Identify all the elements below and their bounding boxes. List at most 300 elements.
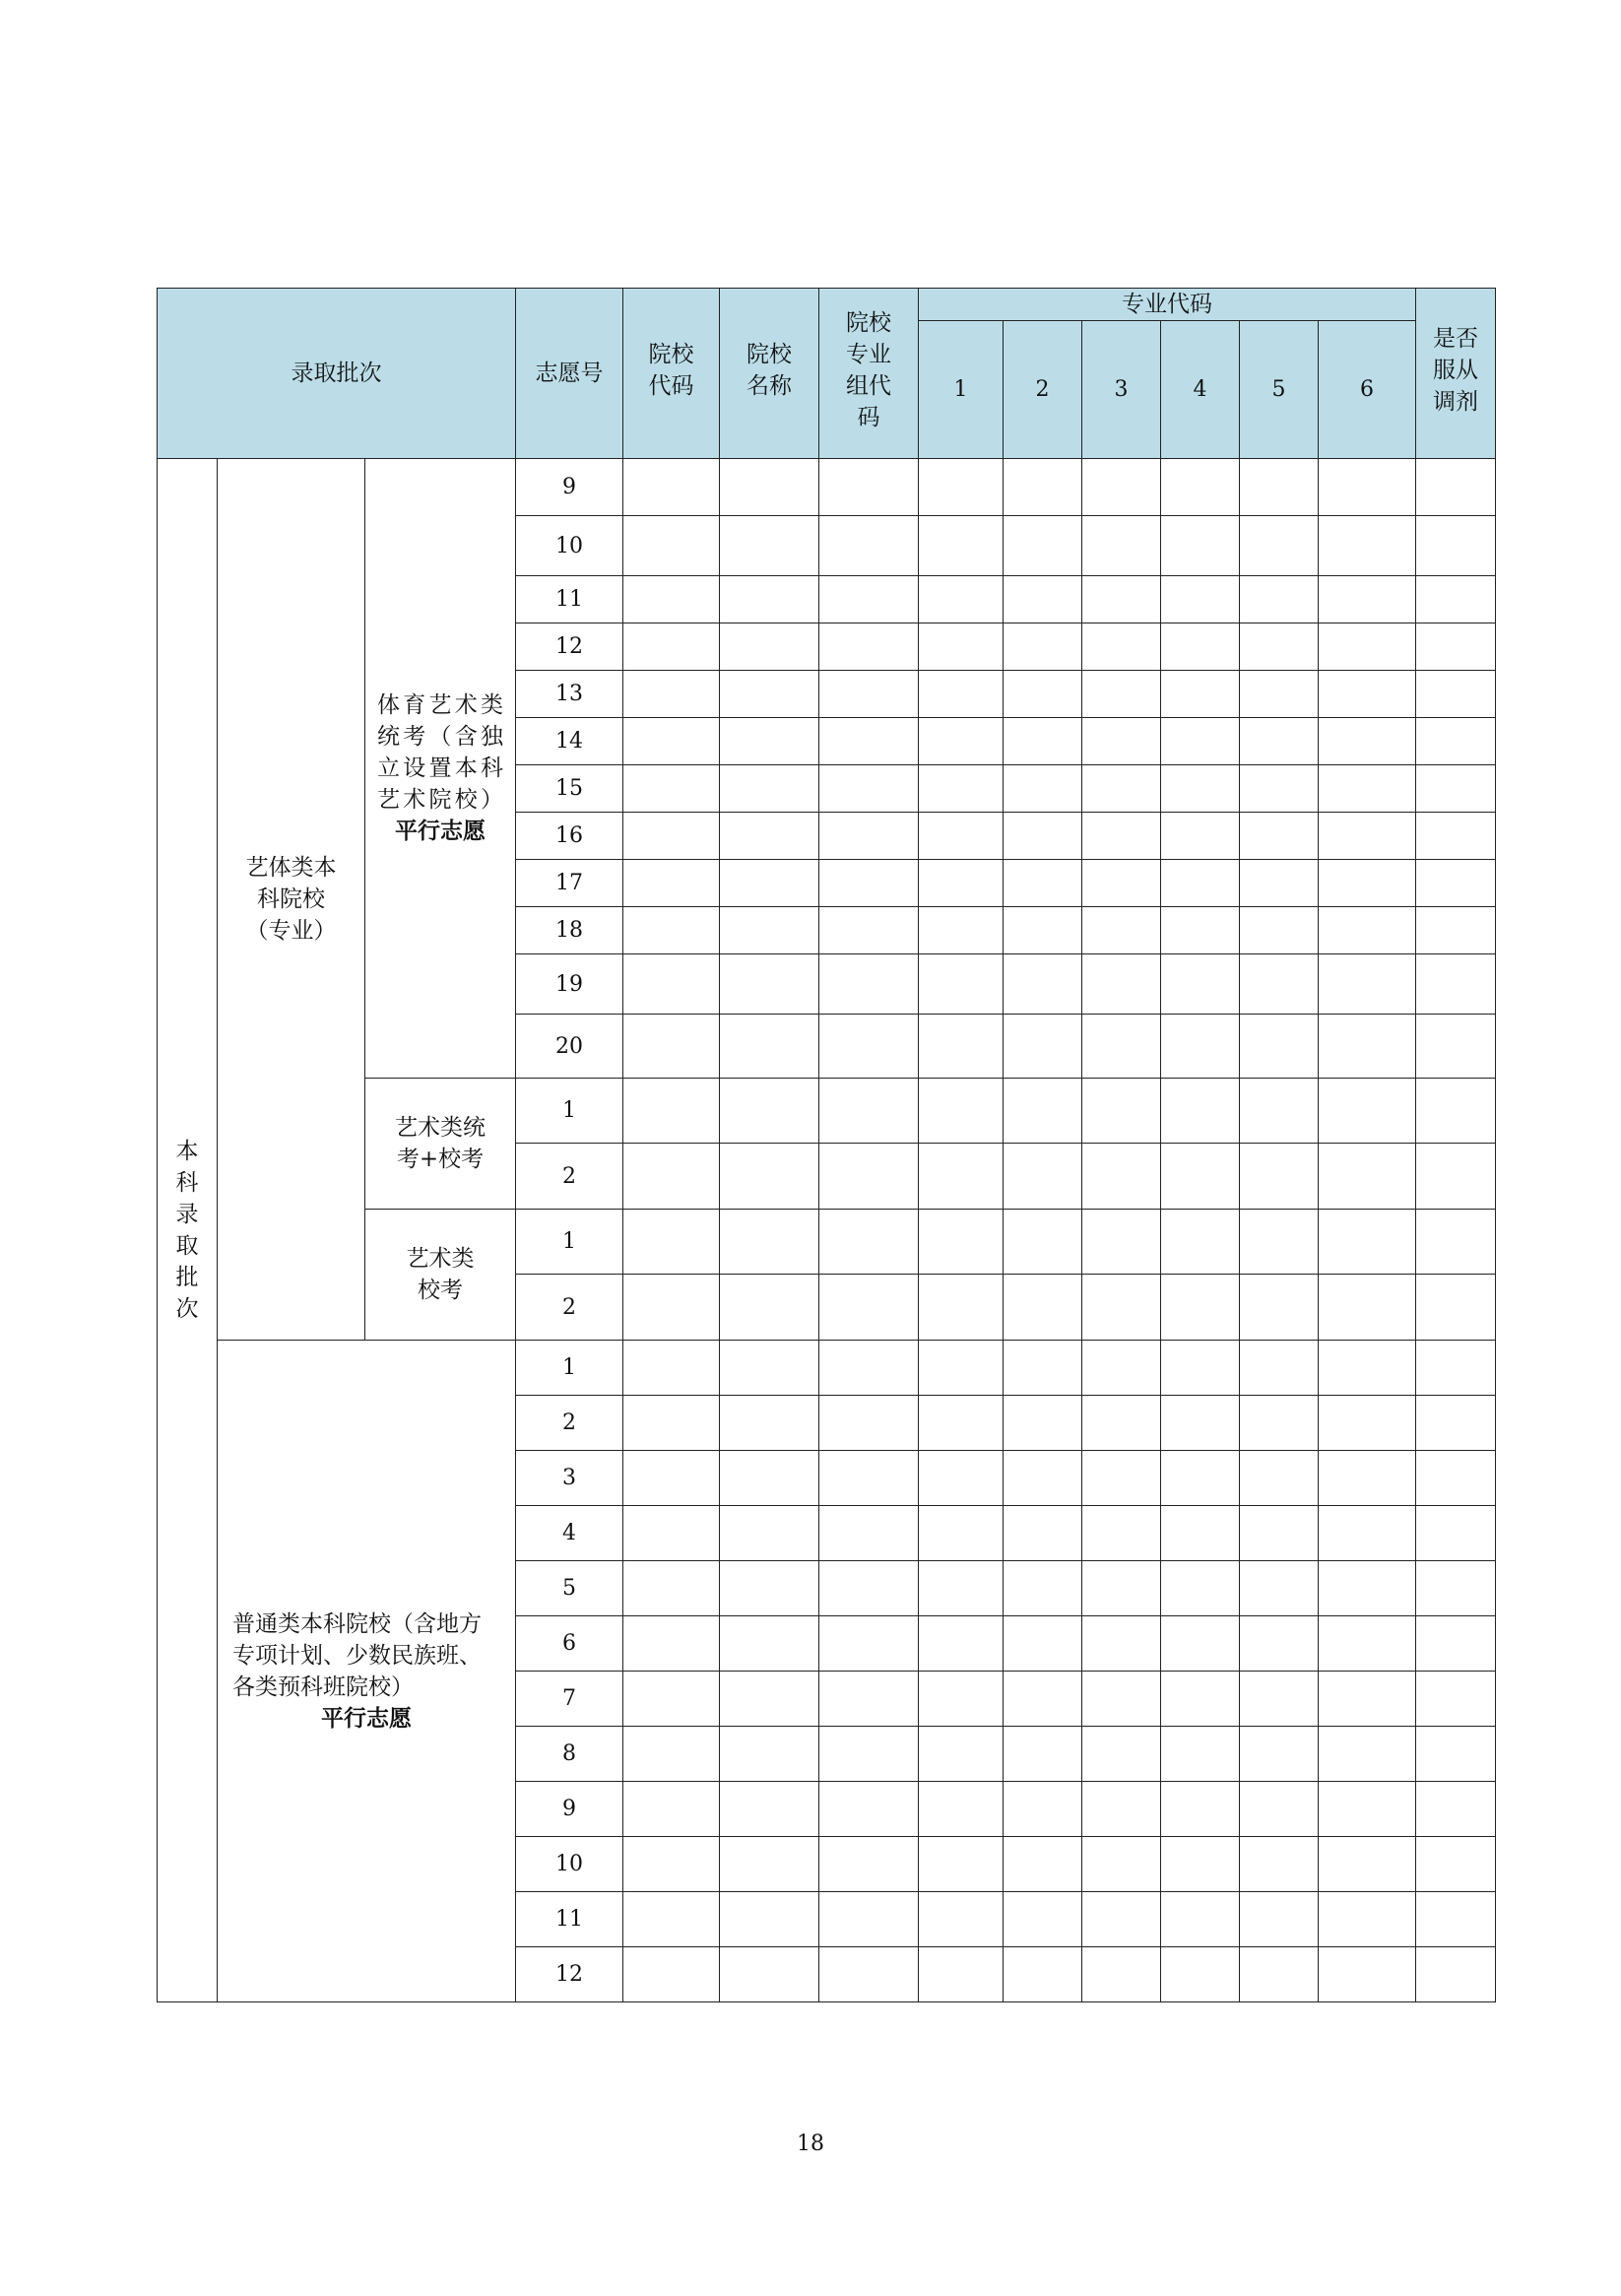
- table-row: [158, 459, 1496, 516]
- general-cell-6-7[interactable]: [1161, 1616, 1240, 1672]
- general-cell-11-1[interactable]: [623, 1892, 720, 1947]
- general-cell-9-4[interactable]: [919, 1782, 1004, 1837]
- unified-cell-7-4[interactable]: [919, 765, 1004, 813]
- general-cell-8-8[interactable]: [1240, 1727, 1319, 1782]
- general-cell-10-3[interactable]: [819, 1837, 919, 1892]
- choice-number: 15: [516, 765, 623, 813]
- unified-school-cell-1-2[interactable]: [720, 1079, 819, 1144]
- unified-cell-3-4[interactable]: [919, 576, 1004, 623]
- unified-cell-6-1[interactable]: [623, 718, 720, 765]
- unified-cell-5-4[interactable]: [919, 671, 1004, 718]
- unified-cell-11-9[interactable]: [1319, 954, 1416, 1015]
- general-cell-5-4[interactable]: [919, 1561, 1004, 1616]
- choice-number: 10: [516, 516, 623, 576]
- unified-cell-3-3[interactable]: [819, 576, 919, 623]
- general-cell-12-10[interactable]: [1416, 1947, 1496, 2002]
- general-cell-8-2[interactable]: [720, 1727, 819, 1782]
- unified-cell-5-8[interactable]: [1240, 671, 1319, 718]
- unified-cell-11-10[interactable]: [1416, 954, 1496, 1015]
- unified-label: 体育艺术类统考（含独立设置本科艺术院校）: [377, 692, 503, 813]
- unified-cell-9-9[interactable]: [1319, 860, 1416, 907]
- unified-cell-4-8[interactable]: [1240, 623, 1319, 671]
- unified-cell-12-8[interactable]: [1240, 1015, 1319, 1079]
- unified-cell-8-3[interactable]: [819, 813, 919, 860]
- unified-cell-8-2[interactable]: [720, 813, 819, 860]
- unified-cell-3-1[interactable]: [623, 576, 720, 623]
- general-cell-11-2[interactable]: [720, 1892, 819, 1947]
- unified-cell-10-6[interactable]: [1082, 907, 1161, 954]
- unified-cell-10-7[interactable]: [1161, 907, 1240, 954]
- unified-cell-7-1[interactable]: [623, 765, 720, 813]
- general-cell-1-4[interactable]: [919, 1341, 1004, 1396]
- school-exam-cell-1-3[interactable]: [819, 1210, 919, 1275]
- unified-school-cell-1-4[interactable]: [919, 1079, 1004, 1144]
- unified-cell-2-8[interactable]: [1240, 516, 1319, 576]
- unified-cell-2-6[interactable]: [1082, 516, 1161, 576]
- general-cell-11-7[interactable]: [1161, 1892, 1240, 1947]
- school-exam-cell-2-9[interactable]: [1319, 1275, 1416, 1341]
- general-cell-2-2[interactable]: [720, 1396, 819, 1451]
- unified-cell-10-5[interactable]: [1004, 907, 1082, 954]
- general-cell-1-6[interactable]: [1082, 1341, 1161, 1396]
- general-cell-8-1[interactable]: [623, 1727, 720, 1782]
- general-cell-8-6[interactable]: [1082, 1727, 1161, 1782]
- general-cell-11-5[interactable]: [1004, 1892, 1082, 1947]
- general-cell-6-10[interactable]: [1416, 1616, 1496, 1672]
- general-cell-10-7[interactable]: [1161, 1837, 1240, 1892]
- school-exam-cell-2-4[interactable]: [919, 1275, 1004, 1341]
- unified-cell-5-7[interactable]: [1161, 671, 1240, 718]
- unified-cell-7-5[interactable]: [1004, 765, 1082, 813]
- unified-school-cell-2-9[interactable]: [1319, 1144, 1416, 1210]
- unified-cell-4-1[interactable]: [623, 623, 720, 671]
- unified-cell-3-9[interactable]: [1319, 576, 1416, 623]
- general-cell-10-10[interactable]: [1416, 1837, 1496, 1892]
- unified-cell-1-5[interactable]: [1004, 459, 1082, 516]
- unified-cell-5-5[interactable]: [1004, 671, 1082, 718]
- unified-cell-6-5[interactable]: [1004, 718, 1082, 765]
- school-exam-cell-1-4[interactable]: [919, 1210, 1004, 1275]
- general-cell-9-9[interactable]: [1319, 1782, 1416, 1837]
- choice-number: 7: [516, 1672, 623, 1727]
- unified-school-cell-2-7[interactable]: [1161, 1144, 1240, 1210]
- unified-cell-6-10[interactable]: [1416, 718, 1496, 765]
- unified-cell-3-6[interactable]: [1082, 576, 1161, 623]
- unified-cell-12-2[interactable]: [720, 1015, 819, 1079]
- general-cell-12-2[interactable]: [720, 1947, 819, 2002]
- unified-cell-5-6[interactable]: [1082, 671, 1161, 718]
- general-cell-11-10[interactable]: [1416, 1892, 1496, 1947]
- general-cell-4-8[interactable]: [1240, 1506, 1319, 1561]
- general-cell-2-7[interactable]: [1161, 1396, 1240, 1451]
- unified-cell-12-5[interactable]: [1004, 1015, 1082, 1079]
- unified-cell-10-10[interactable]: [1416, 907, 1496, 954]
- unified-cell-10-4[interactable]: [919, 907, 1004, 954]
- unified-cell-9-8[interactable]: [1240, 860, 1319, 907]
- unified-cell-8-1[interactable]: [623, 813, 720, 860]
- general-cell-4-9[interactable]: [1319, 1506, 1416, 1561]
- unified-cell-11-8[interactable]: [1240, 954, 1319, 1015]
- school-exam-cell-1-8[interactable]: [1240, 1210, 1319, 1275]
- general-cell-2-9[interactable]: [1319, 1396, 1416, 1451]
- general-cell-3-10[interactable]: [1416, 1451, 1496, 1506]
- unified-cell-12-10[interactable]: [1416, 1015, 1496, 1079]
- general-cell-4-3[interactable]: [819, 1506, 919, 1561]
- unified-cell-8-7[interactable]: [1161, 813, 1240, 860]
- general-cell-10-4[interactable]: [919, 1837, 1004, 1892]
- unified-cell-3-8[interactable]: [1240, 576, 1319, 623]
- unified-cell-7-10[interactable]: [1416, 765, 1496, 813]
- unified-school-cell-2-10[interactable]: [1416, 1144, 1496, 1210]
- unified-cell-10-3[interactable]: [819, 907, 919, 954]
- general-cell-4-10[interactable]: [1416, 1506, 1496, 1561]
- general-cell-12-8[interactable]: [1240, 1947, 1319, 2002]
- general-cell-8-7[interactable]: [1161, 1727, 1240, 1782]
- unified-school-cell-1-6[interactable]: [1082, 1079, 1161, 1144]
- general-cell-8-10[interactable]: [1416, 1727, 1496, 1782]
- unified-school-cell-2-2[interactable]: [720, 1144, 819, 1210]
- unified-school-cell-2-6[interactable]: [1082, 1144, 1161, 1210]
- unified-school-cell-1-1[interactable]: [623, 1079, 720, 1144]
- unified-cell-6-2[interactable]: [720, 718, 819, 765]
- general-cell-5-1[interactable]: [623, 1561, 720, 1616]
- batch-name-text: 本科录取批次: [175, 1139, 199, 1322]
- unified-cell-7-8[interactable]: [1240, 765, 1319, 813]
- unified-cell-10-9[interactable]: [1319, 907, 1416, 954]
- unified-cell-8-10[interactable]: [1416, 813, 1496, 860]
- general-cell-8-5[interactable]: [1004, 1727, 1082, 1782]
- general-cell-3-6[interactable]: [1082, 1451, 1161, 1506]
- unified-cell-4-5[interactable]: [1004, 623, 1082, 671]
- general-cell-9-2[interactable]: [720, 1782, 819, 1837]
- general-cell-4-5[interactable]: [1004, 1506, 1082, 1561]
- school-exam-cell-2-5[interactable]: [1004, 1275, 1082, 1341]
- unified-cell-6-3[interactable]: [819, 718, 919, 765]
- unified-cell-9-3[interactable]: [819, 860, 919, 907]
- unified-school-cell-2-3[interactable]: [819, 1144, 919, 1210]
- general-cell-9-6[interactable]: [1082, 1782, 1161, 1837]
- unified-cell-11-1[interactable]: [623, 954, 720, 1015]
- unified-cell-12-3[interactable]: [819, 1015, 919, 1079]
- general-cell-3-1[interactable]: [623, 1451, 720, 1506]
- general-cell-2-5[interactable]: [1004, 1396, 1082, 1451]
- unified-cell-9-1[interactable]: [623, 860, 720, 907]
- general-cell-3-9[interactable]: [1319, 1451, 1416, 1506]
- unified-cell-12-1[interactable]: [623, 1015, 720, 1079]
- general-cell-2-1[interactable]: [623, 1396, 720, 1451]
- unified-cell-11-3[interactable]: [819, 954, 919, 1015]
- unified-cell-5-2[interactable]: [720, 671, 819, 718]
- unified-cell-2-1[interactable]: [623, 516, 720, 576]
- unified-cell-9-6[interactable]: [1082, 860, 1161, 907]
- school-exam-cell-1-2[interactable]: [720, 1210, 819, 1275]
- school-exam-cell-1-10[interactable]: [1416, 1210, 1496, 1275]
- general-cell-12-1[interactable]: [623, 1947, 720, 2002]
- unified-school-cell-2-5[interactable]: [1004, 1144, 1082, 1210]
- unified-cell-7-6[interactable]: [1082, 765, 1161, 813]
- general-cell-5-3[interactable]: [819, 1561, 919, 1616]
- header-adjust-text: 是否服从调剂: [1433, 326, 1478, 415]
- general-cell-3-8[interactable]: [1240, 1451, 1319, 1506]
- general-cell-11-4[interactable]: [919, 1892, 1004, 1947]
- unified-cell-2-3[interactable]: [819, 516, 919, 576]
- general-cell-6-9[interactable]: [1319, 1616, 1416, 1672]
- unified-cell-5-10[interactable]: [1416, 671, 1496, 718]
- general-cell-7-6[interactable]: [1082, 1672, 1161, 1727]
- unified-cell-1-6[interactable]: [1082, 459, 1161, 516]
- general-cell-10-8[interactable]: [1240, 1837, 1319, 1892]
- unified-cell-3-2[interactable]: [720, 576, 819, 623]
- unified-cell-11-5[interactable]: [1004, 954, 1082, 1015]
- general-cell-11-3[interactable]: [819, 1892, 919, 1947]
- general-cell-11-8[interactable]: [1240, 1892, 1319, 1947]
- general-cell-3-4[interactable]: [919, 1451, 1004, 1506]
- general-cell-9-1[interactable]: [623, 1782, 720, 1837]
- unified-cell-1-9[interactable]: [1319, 459, 1416, 516]
- general-cell-5-8[interactable]: [1240, 1561, 1319, 1616]
- unified-cell-2-5[interactable]: [1004, 516, 1082, 576]
- general-cell-8-3[interactable]: [819, 1727, 919, 1782]
- general-cell-1-10[interactable]: [1416, 1341, 1496, 1396]
- general-cell-9-5[interactable]: [1004, 1782, 1082, 1837]
- choice-number: 8: [516, 1727, 623, 1782]
- unified-cell-7-3[interactable]: [819, 765, 919, 813]
- general-cell-1-2[interactable]: [720, 1341, 819, 1396]
- unified-cell-9-2[interactable]: [720, 860, 819, 907]
- unified-cell-10-1[interactable]: [623, 907, 720, 954]
- general-cell-2-6[interactable]: [1082, 1396, 1161, 1451]
- unified-cell-9-4[interactable]: [919, 860, 1004, 907]
- school-exam-cell-2-2[interactable]: [720, 1275, 819, 1341]
- general-cell-2-3[interactable]: [819, 1396, 919, 1451]
- unified-cell-12-4[interactable]: [919, 1015, 1004, 1079]
- header-row-top: [158, 289, 1496, 321]
- unified-cell-5-1[interactable]: [623, 671, 720, 718]
- unified-cell-8-8[interactable]: [1240, 813, 1319, 860]
- school-exam-cell-2-6[interactable]: [1082, 1275, 1161, 1341]
- unified-cell-7-2[interactable]: [720, 765, 819, 813]
- general-cell-6-1[interactable]: [623, 1616, 720, 1672]
- general-cell-7-10[interactable]: [1416, 1672, 1496, 1727]
- general-cell-10-9[interactable]: [1319, 1837, 1416, 1892]
- unified-cell-8-4[interactable]: [919, 813, 1004, 860]
- unified-school-cell: [365, 1079, 516, 1210]
- general-cell-12-4[interactable]: [919, 1947, 1004, 2002]
- unified-cell-1-1[interactable]: [623, 459, 720, 516]
- general-cell-10-6[interactable]: [1082, 1837, 1161, 1892]
- general-cell-7-8[interactable]: [1240, 1672, 1319, 1727]
- school-exam-cell-2-3[interactable]: [819, 1275, 919, 1341]
- unified-cell-3-7[interactable]: [1161, 576, 1240, 623]
- school-exam-cell-1-9[interactable]: [1319, 1210, 1416, 1275]
- general-cell-4-6[interactable]: [1082, 1506, 1161, 1561]
- unified-cell-10-2[interactable]: [720, 907, 819, 954]
- general-cell-9-3[interactable]: [819, 1782, 919, 1837]
- general-cell-3-7[interactable]: [1161, 1451, 1240, 1506]
- unified-cell-6-4[interactable]: [919, 718, 1004, 765]
- general-cell-10-1[interactable]: [623, 1837, 720, 1892]
- unified-school-cell-2-1[interactable]: [623, 1144, 720, 1210]
- general-cell-5-7[interactable]: [1161, 1561, 1240, 1616]
- unified-cell-11-4[interactable]: [919, 954, 1004, 1015]
- general-cell-6-6[interactable]: [1082, 1616, 1161, 1672]
- unified-cell-11-2[interactable]: [720, 954, 819, 1015]
- unified-cell-5-3[interactable]: [819, 671, 919, 718]
- unified-cell-2-2[interactable]: [720, 516, 819, 576]
- general-cell-6-4[interactable]: [919, 1616, 1004, 1672]
- unified-cell-1-8[interactable]: [1240, 459, 1319, 516]
- unified-cell-4-9[interactable]: [1319, 623, 1416, 671]
- general-cell-7-4[interactable]: [919, 1672, 1004, 1727]
- school-exam-cell-2-7[interactable]: [1161, 1275, 1240, 1341]
- general-cell-5-2[interactable]: [720, 1561, 819, 1616]
- unified-cell-4-6[interactable]: [1082, 623, 1161, 671]
- general-cell-5-6[interactable]: [1082, 1561, 1161, 1616]
- general-cell-9-10[interactable]: [1416, 1782, 1496, 1837]
- unified-cell-8-6[interactable]: [1082, 813, 1161, 860]
- unified-cell-7-7[interactable]: [1161, 765, 1240, 813]
- general-cell-6-5[interactable]: [1004, 1616, 1082, 1672]
- general-cell-8-4[interactable]: [919, 1727, 1004, 1782]
- general-cell-8-9[interactable]: [1319, 1727, 1416, 1782]
- unified-cell-2-10[interactable]: [1416, 516, 1496, 576]
- general-cell-4-4[interactable]: [919, 1506, 1004, 1561]
- general-cell-2-8[interactable]: [1240, 1396, 1319, 1451]
- general-cell-2-10[interactable]: [1416, 1396, 1496, 1451]
- general-cell-7-7[interactable]: [1161, 1672, 1240, 1727]
- unified-school-cell-1-10[interactable]: [1416, 1079, 1496, 1144]
- unified-tag: 平行志愿: [395, 819, 486, 844]
- unified-school-cell-1-9[interactable]: [1319, 1079, 1416, 1144]
- unified-cell-1-3[interactable]: [819, 459, 919, 516]
- general-cell-5-5[interactable]: [1004, 1561, 1082, 1616]
- school-exam-cell-1-1[interactable]: [623, 1210, 720, 1275]
- unified-cell-1-4[interactable]: [919, 459, 1004, 516]
- school-exam-cell-1-5[interactable]: [1004, 1210, 1082, 1275]
- general-cell-1-7[interactable]: [1161, 1341, 1240, 1396]
- general-cell-4-2[interactable]: [720, 1506, 819, 1561]
- school-exam-cell-2-1[interactable]: [623, 1275, 720, 1341]
- general-cell-1-5[interactable]: [1004, 1341, 1082, 1396]
- general-cell-4-1[interactable]: [623, 1506, 720, 1561]
- general-cell-11-6[interactable]: [1082, 1892, 1161, 1947]
- choice-number: 14: [516, 718, 623, 765]
- general-cell-7-2[interactable]: [720, 1672, 819, 1727]
- unified-school-cell-2-8[interactable]: [1240, 1144, 1319, 1210]
- unified-cell-6-6[interactable]: [1082, 718, 1161, 765]
- unified-cell-12-7[interactable]: [1161, 1015, 1240, 1079]
- unified-cell-6-8[interactable]: [1240, 718, 1319, 765]
- general-cell-1-8[interactable]: [1240, 1341, 1319, 1396]
- general-cell-9-7[interactable]: [1161, 1782, 1240, 1837]
- general-cell-6-3[interactable]: [819, 1616, 919, 1672]
- unified-cell-9-10[interactable]: [1416, 860, 1496, 907]
- unified-cell-7-9[interactable]: [1319, 765, 1416, 813]
- general-cell-4-7[interactable]: [1161, 1506, 1240, 1561]
- unified-cell-4-4[interactable]: [919, 623, 1004, 671]
- general-cell-7-5[interactable]: [1004, 1672, 1082, 1727]
- general-tag: 平行志愿: [321, 1705, 412, 1732]
- general-cell-1-1[interactable]: [623, 1341, 720, 1396]
- unified-cell-6-9[interactable]: [1319, 718, 1416, 765]
- general-cell-6-8[interactable]: [1240, 1616, 1319, 1672]
- unified-cell-3-5[interactable]: [1004, 576, 1082, 623]
- unified-cell-11-7[interactable]: [1161, 954, 1240, 1015]
- general-cell-6-2[interactable]: [720, 1616, 819, 1672]
- unified-school-cell-1-3[interactable]: [819, 1079, 919, 1144]
- unified-school-cell-1-5[interactable]: [1004, 1079, 1082, 1144]
- general-cell-3-5[interactable]: [1004, 1451, 1082, 1506]
- header-school-name: [720, 289, 819, 459]
- general-cell-12-3[interactable]: [819, 1947, 919, 2002]
- unified-cell-12-9[interactable]: [1319, 1015, 1416, 1079]
- unified-school-label: 艺术类统考+校考: [395, 1115, 486, 1172]
- school-exam-cell-1-7[interactable]: [1161, 1210, 1240, 1275]
- unified-cell-1-10[interactable]: [1416, 459, 1496, 516]
- general-cell-1-9[interactable]: [1319, 1341, 1416, 1396]
- unified-cell-10-8[interactable]: [1240, 907, 1319, 954]
- choice-number: 4: [516, 1506, 623, 1561]
- general-cell-12-5[interactable]: [1004, 1947, 1082, 2002]
- unified-cell-6-7[interactable]: [1161, 718, 1240, 765]
- general-cell-7-1[interactable]: [623, 1672, 720, 1727]
- school-exam-cell-1-6[interactable]: [1082, 1210, 1161, 1275]
- unified-cell-4-10[interactable]: [1416, 623, 1496, 671]
- unified-cell-1-7[interactable]: [1161, 459, 1240, 516]
- general-cell-9-8[interactable]: [1240, 1782, 1319, 1837]
- general-cell-1-3[interactable]: [819, 1341, 919, 1396]
- school-exam-cell-2-10[interactable]: [1416, 1275, 1496, 1341]
- unified-cell-12-6[interactable]: [1082, 1015, 1161, 1079]
- unified-cell-1-2[interactable]: [720, 459, 819, 516]
- general-cell-10-5[interactable]: [1004, 1837, 1082, 1892]
- general-cell-7-9[interactable]: [1319, 1672, 1416, 1727]
- unified-cell-8-9[interactable]: [1319, 813, 1416, 860]
- unified-cell-8-5[interactable]: [1004, 813, 1082, 860]
- general-cell-12-6[interactable]: [1082, 1947, 1161, 2002]
- unified-cell-11-6[interactable]: [1082, 954, 1161, 1015]
- general-cell-10-2[interactable]: [720, 1837, 819, 1892]
- choice-number: 2: [516, 1144, 623, 1210]
- unified-school-cell-1-8[interactable]: [1240, 1079, 1319, 1144]
- general-cell-5-9[interactable]: [1319, 1561, 1416, 1616]
- unified-cell-2-7[interactable]: [1161, 516, 1240, 576]
- unified-school-cell-1-7[interactable]: [1161, 1079, 1240, 1144]
- unified-cell-4-2[interactable]: [720, 623, 819, 671]
- general-cell-5-10[interactable]: [1416, 1561, 1496, 1616]
- unified-cell-2-9[interactable]: [1319, 516, 1416, 576]
- unified-cell-3-10[interactable]: [1416, 576, 1496, 623]
- unified-cell-9-7[interactable]: [1161, 860, 1240, 907]
- general-cell-12-7[interactable]: [1161, 1947, 1240, 2002]
- unified-cell-4-7[interactable]: [1161, 623, 1240, 671]
- header-group-code: [819, 289, 919, 459]
- general-cell-11-9[interactable]: [1319, 1892, 1416, 1947]
- header-adjust: [1416, 289, 1496, 459]
- general-cell-12-9[interactable]: [1319, 1947, 1416, 2002]
- general-cell-7-3[interactable]: [819, 1672, 919, 1727]
- header-school-name-text: 院校名称: [746, 342, 792, 399]
- unified-cell-2-4[interactable]: [919, 516, 1004, 576]
- school-exam-cell-2-8[interactable]: [1240, 1275, 1319, 1341]
- general-cell-3-3[interactable]: [819, 1451, 919, 1506]
- general-cell-2-4[interactable]: [919, 1396, 1004, 1451]
- unified-school-cell-2-4[interactable]: [919, 1144, 1004, 1210]
- unified-cell-9-5[interactable]: [1004, 860, 1082, 907]
- unified-cell-5-9[interactable]: [1319, 671, 1416, 718]
- general-cell-3-2[interactable]: [720, 1451, 819, 1506]
- unified-cell-4-3[interactable]: [819, 623, 919, 671]
